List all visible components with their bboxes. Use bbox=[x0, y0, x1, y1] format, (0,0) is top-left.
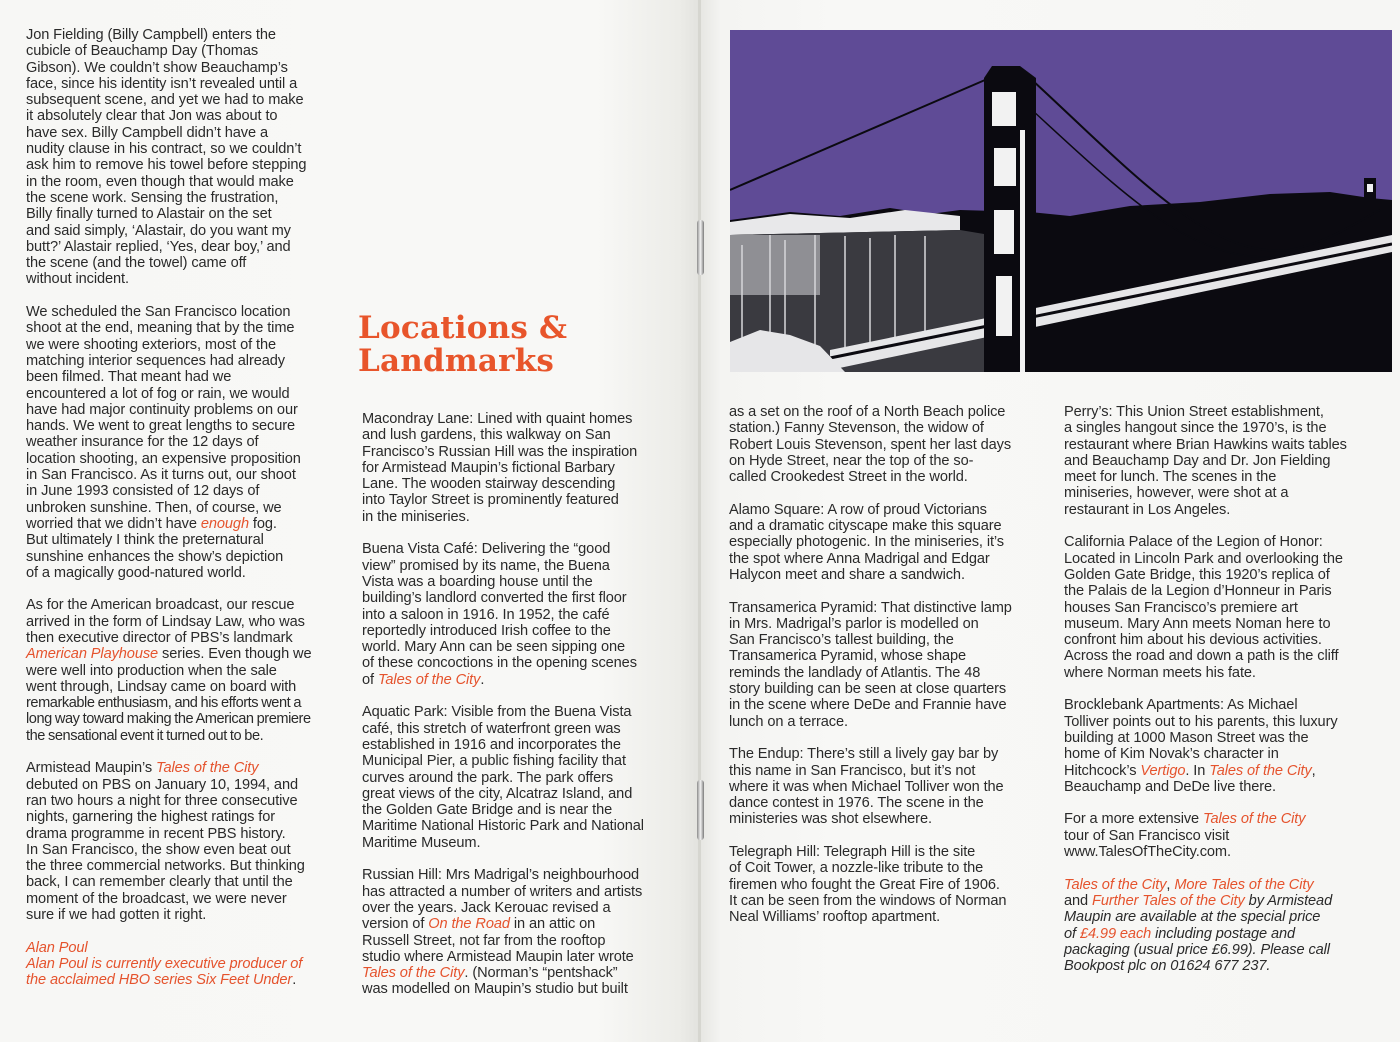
entry-buena-vista-cafe: Buena Vista Café: Delivering the “good view” promised by its name, the Buena Vista was a boarding house until the building’s landlord converted the first floor into a saloon in 1916. In 1952, the café reportedly introduced Irish coffee to the world. Mary Ann can be seen sipping one of these concoctions in the opening scenes of Tales of the City. bbox=[362, 541, 637, 688]
offer-price: £4.99 each bbox=[1079, 925, 1152, 942]
website-text: tour of San Francisco visit www.TalesOfTheCity.com. bbox=[1064, 827, 1231, 861]
bridge-illustration bbox=[730, 30, 1392, 372]
book-offer: Tales of the City, More Tales of the City and Further Tales of the City by Armistead Maupin are available at the special price of £4.99 each including postage and packaging (usual price £6.99). Please call Bookpost plc on 01624 677 237. bbox=[1064, 876, 1333, 975]
entry-perrys: Perry’s: This Union Street establishment, a singles hangout since the 1970’s, is the restaurant where Brian Hawkins waits tables and Beauchamp Day and Dr. Jon Fielding meet for lunch. The scenes in the miniseries, however, were shot at a restaurant in Los Angeles. bbox=[1064, 404, 1347, 518]
entry-alamo-square: Alamo Square: A row of proud Victorians and a dramatic cityscape make this square especially photogenic. In the miniseries, it’s the spot where Anna Madrigal and Edgar Halycon meet and share a sandwich. bbox=[729, 501, 1004, 583]
locations-column-3 bbox=[1064, 404, 1389, 991]
staple-top bbox=[697, 220, 704, 275]
golden-gate-bridge-photo bbox=[730, 30, 1392, 372]
title-tales-of-the-city: Tales of the City bbox=[377, 671, 481, 688]
title-tales-of-the-city: Tales of the City bbox=[362, 965, 465, 982]
title-further-tales: Further Tales of the City bbox=[1092, 892, 1245, 909]
paragraph-towel-scene: Jon Fielding (Billy Campbell) enters the cubicle of Beauchamp Day (Thomas Gibson). We couldn’t show Beauchamp’s face, since his identity isn’t revealed until a subsequent scene, and yet we had to make it absolutely clear that Jon was about to have sex. Billy Campbell didn’t have a nudity clause in his contract, so we couldn’t ask him to remove his towel before stepping in the room, even though that would make the scene work. Sensing the frustration, Billy finally turned to Alastair on the set and said simply, ‘Alastair, do you want my butt?’ Alastair replied, ‘Yes, dear boy,’ and the scene (and the towel) came off without incident. bbox=[26, 27, 307, 288]
title-on-the-road: On the Road bbox=[428, 916, 510, 933]
title-american-playhouse: American Playhouse bbox=[26, 646, 159, 663]
author-signature: Alan Poul Alan Poul is currently executive producer of the acclaimed HBO series Six Feet Under. bbox=[26, 939, 303, 989]
spine-fold bbox=[698, 0, 701, 1042]
paragraph-debut: Armistead Maupin’s Tales of the City debuted on PBS on January 10, 1994, and ran two hours a night for three consecutive nights, garnering the highest ratings for drama programme in recent PBS history. In San Francisco, the show even beat out the three commercial networks. But thinking back, I can remember clearly that until the moment of the broadcast, we were never sure if we had gotten it right. bbox=[26, 760, 305, 924]
staple-bottom bbox=[697, 780, 704, 840]
entry-russian-hill-continued: as a set on the roof of a North Beach police station.) Fanny Stevenson, the widow of Robert Louis Stevenson, spent her last days on Hyde Street, near the top of the so- called Crookedest Street in the world. bbox=[729, 404, 1012, 486]
entry-aquatic-park: Aquatic Park: Visible from the Buena Vista café, this stretch of waterfront green was established in 1916 and incorporates the Municipal Pier, a public fishing facility that curves around the park. The park offers great views of the city, Alcatraz Island, and the Golden Gate Bridge and is near the Maritime National Historic Park and National Maritime Museum. bbox=[362, 704, 644, 851]
interview-column bbox=[26, 27, 338, 1005]
entry-macondray-lane: Macondray Lane: Lined with quaint homes and lush gardens, this walkway on San Francisco’s Russian Hill was the inspiration for Armistead Maupin’s fictional Barbary Lane. The wooden stairway descending into Taylor Street is prominently featured in the miniseries. bbox=[362, 411, 638, 525]
locations-column-1 bbox=[362, 411, 680, 1014]
far-tower bbox=[1364, 178, 1376, 212]
section-heading: Locations & Landmarks bbox=[358, 310, 568, 379]
entry-legion-of-honor: California Palace of the Legion of Honor: Located in Lincoln Park and overlooking the Golden Gate Bridge, this 1920’s replica of the Palais de la Legion d’Honneur in Paris houses San Francisco’s premiere art museum. Mary Ann meets Noman here to confront him about his devious activities. Across the road and down a path is the cliff where Norman meets his fate. bbox=[1064, 534, 1343, 681]
author-name: Alan Poul bbox=[26, 939, 88, 956]
emphasis-enough: enough bbox=[200, 515, 249, 532]
title-tales-of-the-city: Tales of the City bbox=[1203, 811, 1306, 828]
entry-telegraph-hill: Telegraph Hill: Telegraph Hill is the site of Coit Tower, a nozzle-like tribute to the firemen who fought the Great Fire of 1906. It can be seen from the windows of Norman Neal Williams’ rooftop apartment. bbox=[729, 844, 1007, 926]
entry-russian-hill: Russian Hill: Mrs Madrigal’s neighbourhood has attracted a number of writers and artists over the years. Jack Kerouac revised a version of On the Road in an attic on Russell Street, not far from the rooftop studio where Armistead Maupin later wrote Tales of the City. (Norman’s “pentshack” was modelled on Maupin’s studio but built bbox=[362, 867, 643, 998]
tour-info: For a more extensive Tales of the City tour of San Francisco visit www.TalesOfTheCity.com. bbox=[1064, 811, 1306, 861]
title-tales-of-the-city: Tales of the City bbox=[1209, 762, 1312, 779]
title-tales-of-the-city: Tales of the City bbox=[1064, 876, 1167, 893]
paragraph-american-broadcast: As for the American broadcast, our rescue arrived in the form of Lindsay Law, who was then executive director of PBS’s landmark American Playhouse series. Even though we were well into production when the sale went through, Lindsay came on board with remarkable enthusiasm, and his efforts went a long way toward making the American premiere the sensational event it turned out to be. bbox=[26, 597, 312, 744]
entry-transamerica-pyramid: Transamerica Pyramid: That distinctive lamp in Mrs. Madrigal’s parlor is modelled on San Francisco’s tallest building, the Transamerica Pyramid, whose shape reminds the landlady of Atlantis. The 48 story building can be seen at close quarters in the scene where DeDe and Frannie have lunch on a terrace. bbox=[729, 599, 1012, 730]
title-tales-of-the-city: Tales of the City bbox=[156, 760, 259, 777]
locations-column-2 bbox=[729, 404, 1047, 942]
author-bio: Alan Poul is currently executive producer of the acclaimed HBO series Six Feet Under bbox=[26, 955, 303, 989]
entry-brocklebank-apartments: Brocklebank Apartments: As Michael Tolliver points out to his parents, this luxury building at 1000 Mason Street was the home of Kim Novak’s character in Hitchcock’s Vertigo. In Tales of the City, Beauchamp and DeDe live there. bbox=[1064, 697, 1338, 795]
paragraph-location-shoot: We scheduled the San Francisco location shoot at the end, meaning that by the time we were shooting exteriors, most of the matching interior sequences had already been filmed. That meant had we encountered a lot of fog or rain, we would have had major continuity problems on our hands. We went to great lengths to secure weather insurance for the 12 days of location shooting, an expensive proposition in San Francisco. As it turns out, our shoot in June 1993 consisted of 12 days of unbroken sunshine. Then, of course, we worried that we didn’t have enough fog. But ultimately I think the preternatural sunshine enhances the show’s depiction of a magically good-natured world. bbox=[26, 304, 301, 581]
title-more-tales: More Tales of the City bbox=[1174, 876, 1314, 893]
entry-the-endup: The Endup: There’s still a lively gay bar by this name in San Francisco, but it’s not where it was when Michael Tolliver won the dance contest in 1976. The scene in the ministeries was shot elsewhere. bbox=[729, 746, 1004, 828]
title-vertigo: Vertigo bbox=[1140, 762, 1186, 779]
